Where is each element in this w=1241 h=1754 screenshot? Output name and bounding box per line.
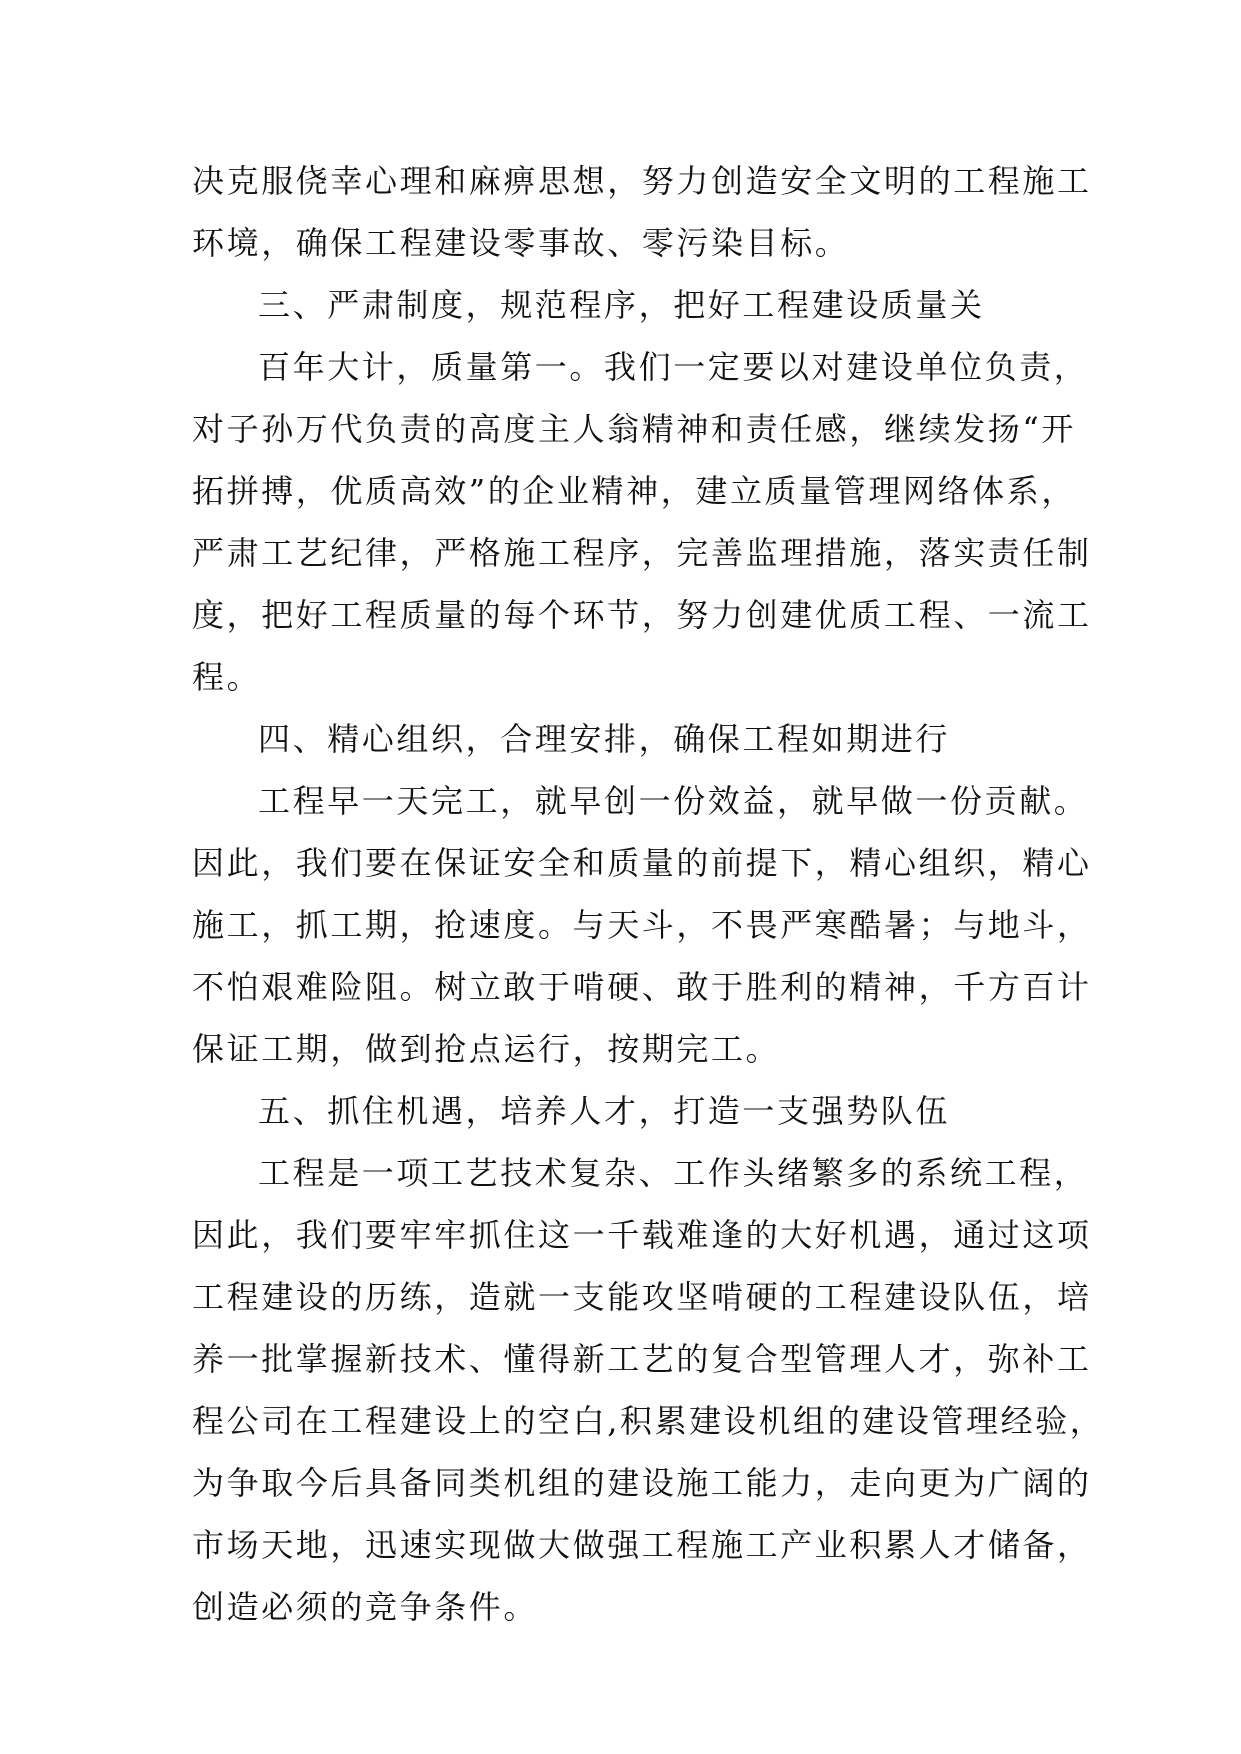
- section-heading-5: 五、抓住机遇，培养人才，打造一支强势队伍: [258, 1092, 951, 1130]
- text-line: 严肃工艺纪律，严格施工程序，完善监理措施，落实责任制: [192, 534, 1092, 572]
- text-line: 因此，我们要牢牢抓住这一千载难逢的大好机遇，通过这项: [192, 1216, 1092, 1254]
- text-line: 因此，我们要在保证安全和质量的前提下，精心组织，精心: [192, 844, 1092, 882]
- text-line: 度，把好工程质量的每个环节，努力创建优质工程、一流工: [192, 596, 1092, 634]
- text-line: 养一批掌握新技术、懂得新工艺的复合型管理人才，弥补工: [192, 1340, 1092, 1378]
- body-text: [192, 150, 1105, 1638]
- text-line: 市场天地，迅速实现做大做强工程施工产业积累人才储备，: [192, 1526, 1092, 1564]
- text-line: 对子孙万代负责的高度主人翁精神和责任感，继续发扬“开: [192, 410, 1076, 448]
- text-line: 施工，抓工期，抢速度。与天斗，不畏严寒酷暑；与地斗，: [192, 906, 1092, 944]
- text-line: 创造必须的竞争条件。: [192, 1588, 539, 1626]
- text-line: 决克服侥幸心理和麻痹思想，努力创造安全文明的工程施工: [192, 162, 1092, 200]
- text-line: 工程是一项工艺技术复杂、工作头绪繁多的系统工程，: [258, 1154, 1089, 1192]
- section-heading-3: 三、严肃制度，规范程序，把好工程建设质量关: [258, 286, 985, 324]
- text-line: 百年大计，质量第一。我们一定要以对建设单位负责，: [258, 348, 1089, 386]
- text-line: 保证工期，做到抢点运行，按期完工。: [192, 1030, 781, 1068]
- section-heading-4: 四、精心组织，合理安排，确保工程如期进行: [258, 720, 951, 758]
- text-line: 程。: [192, 658, 262, 696]
- text-line: 工程早一天完工，就早创一份效益，就早做一份贡献。: [258, 782, 1089, 820]
- text-line: 环境，确保工程建设零事故、零污染目标。: [192, 224, 850, 262]
- text-line: 不怕艰难险阻。树立敢于啃硬、敢于胜利的精神，千方百计: [192, 968, 1092, 1006]
- text-line: 工程建设的历练，造就一支能攻坚啃硬的工程建设队伍，培: [192, 1278, 1092, 1316]
- text-line: 为争取今后具备同类机组的建设施工能力，走向更为广阔的: [192, 1464, 1092, 1502]
- text-line: 程公司在工程建设上的空白,积累建设机组的建设管理经验，: [192, 1402, 1105, 1440]
- text-line: 拓拼搏，优质高效”的企业精神，建立质量管理网络体系，: [192, 472, 1076, 510]
